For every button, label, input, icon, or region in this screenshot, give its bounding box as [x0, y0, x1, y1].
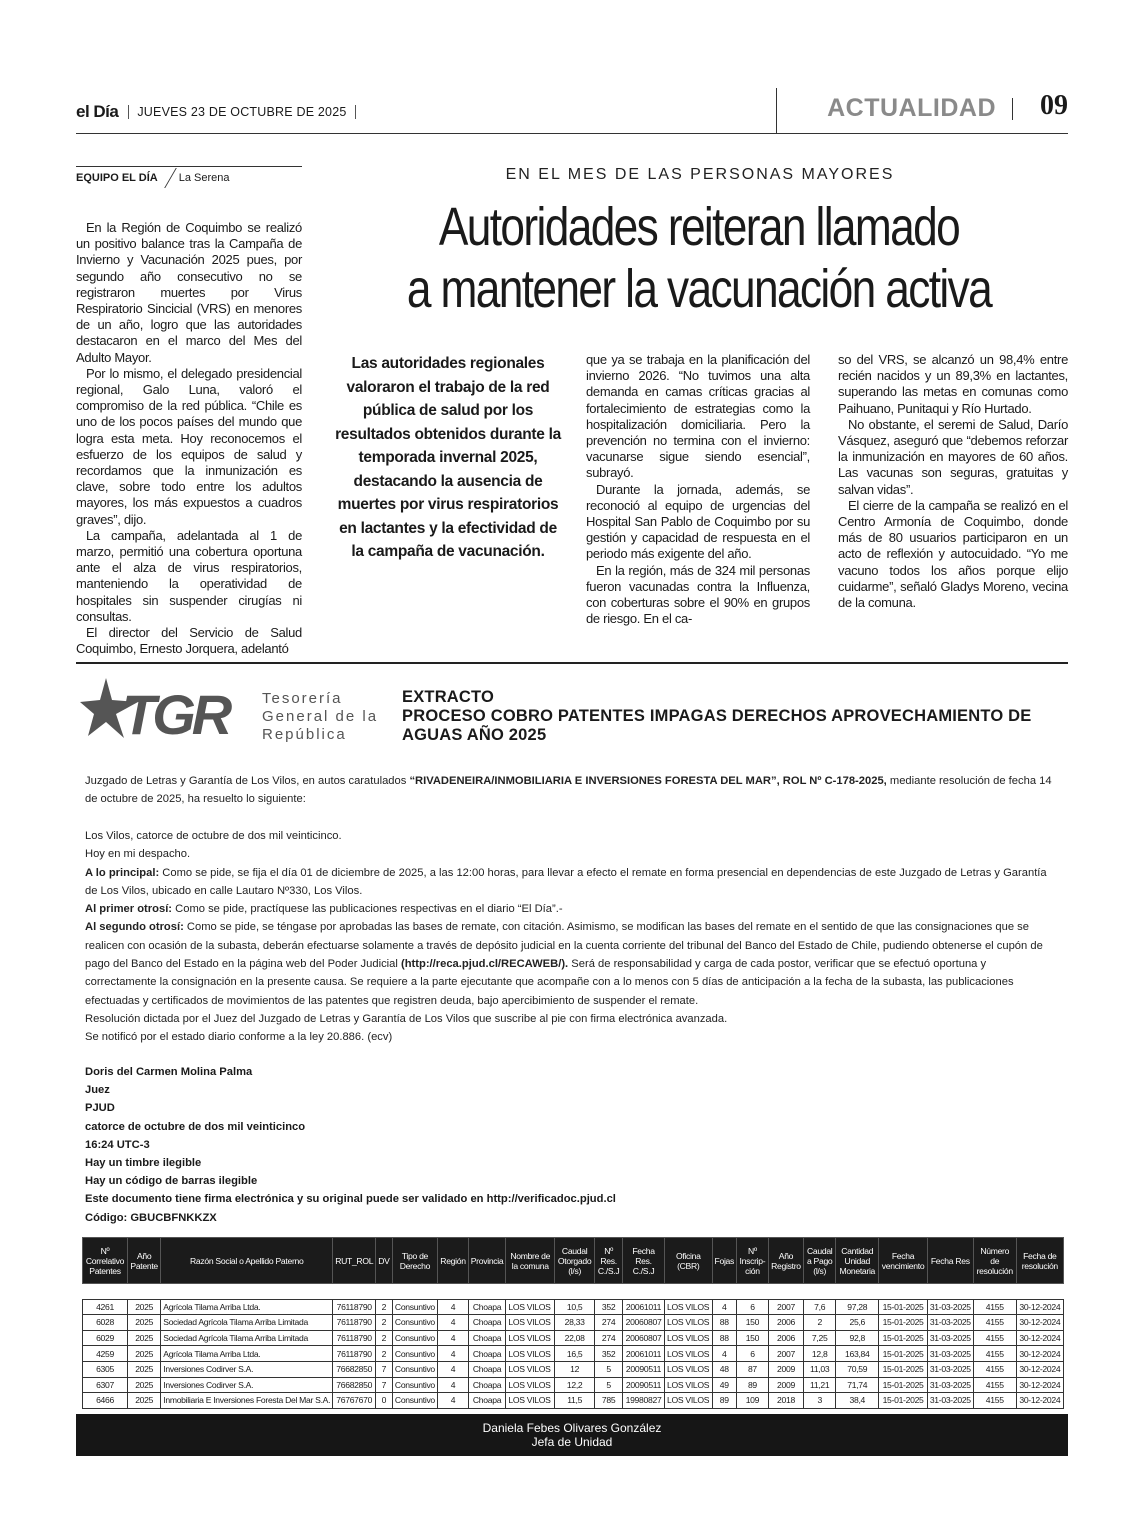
- notice-line: Se notificó por el estado diario conforme a la ley 20.886. (ecv): [85, 1031, 393, 1044]
- notice-link[interactable]: (http://reca.pjud.cl/RECAWEB/).: [400, 958, 569, 971]
- notice-text: Será de responsabilidad y carga de cada postor, verificar que se efectuó oportuna y correctamente la consignación en la presente causa. Se requiere a la parte ejecutante que acompañe con a lo menos con 5 días de anticipación a la fecha de la subasta, las publicaciones efectuadas y certificados de movimientos de las patentes que registren deuda, bajo apercibimiento de suspender el remate.: [85, 958, 1014, 1007]
- article-column-1: [76, 220, 302, 657]
- patents-table: [82, 1237, 1064, 1409]
- table-cell: LOS VILOS: [665, 1299, 712, 1315]
- table-cell: 109: [737, 1393, 769, 1409]
- column-header: Fecha vencimiento: [879, 1238, 928, 1284]
- article-lead: Las autoridades regionales valoraron el trabajo de la red pública de salud por los resultados obtenidos durante la temporada invernal 2025, destacando la ausencia de muertes por virus respiratorios en lactantes y la efectividad de la campaña de vacunación.: [335, 355, 561, 560]
- table-body: [83, 1284, 1064, 1409]
- table-cell: Choapa: [468, 1330, 506, 1346]
- table-cell: 30-12-2024: [1016, 1330, 1063, 1346]
- table-cell: LOS VILOS: [506, 1330, 555, 1346]
- notice-label: Al segundo otrosí:: [85, 921, 184, 934]
- table-cell: Sociedad Agrícola Tilama Arriba Limitada: [161, 1330, 333, 1346]
- table-cell: 6: [737, 1299, 769, 1315]
- newspaper-logo: el Día: [76, 102, 119, 121]
- column-header: Fojas: [712, 1238, 737, 1284]
- table-cell: 352: [595, 1299, 623, 1315]
- column-header: Caudal a Pago (l/s): [804, 1238, 836, 1284]
- paragraph: Por lo mismo, el delegado presidencial regional, Galo Luna, valoró el compromiso de la red pública. “Chile es uno de los pocos países del mundo que logra esta meta. Hoy reconocemos el esfuerzo de los equipos de salud y recordamos que la inmunización es clave, sobre todo entre los adultos mayores, los más expuestos a cuadros graves”, dijo.: [76, 365, 302, 527]
- table-cell: Consuntivo: [392, 1346, 438, 1362]
- sign-line: Este documento tiene firma electrónica y su original puede ser validado en http://verificadoc.pjud.cl: [85, 1193, 616, 1206]
- paragraph: En la Región de Coquimbo se realizó un positivo balance tras la Campaña de Invierno y Vacunación 2025 pues, por segundo año consecutivo no se registraron muertes por Virus Respiratorio Sincicial (VRS) en menores de un año, logro que las autoridades destacaron en el marco del Mes del Adulto Mayor.: [76, 220, 302, 365]
- sign-line: Código: GBUCBFNKKZX: [85, 1211, 217, 1224]
- column-header: Oficina (CBR): [665, 1238, 712, 1284]
- tgr-logo: [80, 676, 390, 748]
- table-cell: 2025: [128, 1346, 161, 1362]
- paragraph: so del VRS, se alcanzó un 98,4% entre recién nacidos y un 89,3% en lactantes, superando las metas en comunas como Paihuano, Punitaqui y Río Hurtado.: [838, 352, 1068, 416]
- table-row: [83, 1330, 1064, 1346]
- notice-text: Como se pide, practíquese las publicaciones respectivas en el diario “El Día”.-: [172, 903, 563, 916]
- table-cell: 5: [595, 1361, 623, 1377]
- table-cell: 48: [712, 1361, 737, 1377]
- table-cell: LOS VILOS: [506, 1377, 555, 1393]
- notice-title-2: PROCESO COBRO PATENTES IMPAGAS DERECHOS APROVECHAMIENTO DE AGUAS AÑO 2025: [402, 707, 1032, 744]
- table-cell: 89: [712, 1393, 737, 1409]
- table-cell: 15-01-2025: [879, 1346, 928, 1362]
- paragraph: El director del Servicio de Salud Coquimbo, Ernesto Jorquera, adelantó: [76, 625, 302, 657]
- table-cell: 49: [712, 1377, 737, 1393]
- table-cell: 2025: [128, 1393, 161, 1409]
- sign-line: Juez: [85, 1084, 110, 1097]
- table-cell: Choapa: [468, 1299, 506, 1315]
- table-cell: 30-12-2024: [1016, 1315, 1063, 1331]
- column-header: Provincia: [468, 1238, 506, 1284]
- table-cell: 30-12-2024: [1016, 1361, 1063, 1377]
- headline-line-1: Autoridades reiteran llamado: [438, 197, 960, 257]
- table-cell: 2009: [768, 1361, 803, 1377]
- table-cell: 2018: [768, 1393, 803, 1409]
- tgr-org-name: [262, 690, 378, 744]
- byline-city: La Serena: [178, 171, 230, 184]
- page-header: [76, 88, 1068, 134]
- column-header: Fecha Res. C./S.J: [623, 1238, 665, 1284]
- table-cell: 4155: [973, 1330, 1016, 1346]
- table-cell: LOS VILOS: [665, 1361, 712, 1377]
- notice-label: A lo principal:: [85, 866, 160, 879]
- table-cell: 2006: [768, 1315, 803, 1331]
- issue-date: JUEVES 23 DE OCTUBRE DE 2025: [128, 105, 355, 119]
- table-cell: 15-01-2025: [879, 1393, 928, 1409]
- column-header: Año Patente: [128, 1238, 161, 1284]
- notice-text: Como se pide, se fija el día 01 de diciembre de 2025, a las 12:00 horas, para llevar a efecto el remate en forma presencial en dependencias de este Juzgado de Letras y Garantía de Los Vilos, ubicado en calle Lautaro Nº330, Los Vilos.: [85, 866, 1047, 897]
- table-cell: 4155: [973, 1393, 1016, 1409]
- table-cell: 10,5: [555, 1299, 595, 1315]
- table-cell: 2007: [768, 1346, 803, 1362]
- notice-body: [85, 827, 1055, 1047]
- table-cell: 274: [595, 1330, 623, 1346]
- table-cell: 6028: [83, 1315, 128, 1331]
- table-cell: 11,03: [804, 1361, 836, 1377]
- notice-line: [85, 918, 1055, 1009]
- table-cell: 16,5: [555, 1346, 595, 1362]
- table-cell: 4261: [83, 1299, 128, 1315]
- column-header: Nombre de la comuna: [506, 1238, 555, 1284]
- table-cell: 15-01-2025: [879, 1377, 928, 1393]
- table-cell: LOS VILOS: [506, 1346, 555, 1362]
- table-cell: 4: [438, 1315, 468, 1331]
- table-cell: 92,8: [836, 1330, 879, 1346]
- table-row: [83, 1393, 1064, 1409]
- table-cell: 4: [438, 1330, 468, 1346]
- table-cell: 19980827: [623, 1393, 665, 1409]
- org-line: General de la: [262, 708, 379, 725]
- table-cell: 20090511: [623, 1361, 665, 1377]
- table-cell: 7: [376, 1361, 392, 1377]
- table-cell: Inversiones Codirver S.A.: [161, 1361, 333, 1377]
- table-cell: 31-03-2025: [927, 1299, 973, 1315]
- notice-line: Resolución dictada por el Juez del Juzgado de Letras y Garantía de Los Vilos que suscribe al pie con firma electrónica avanzada.: [85, 1012, 728, 1025]
- table-cell: Choapa: [468, 1361, 506, 1377]
- article-column-4: [838, 352, 1068, 611]
- table-cell: Consuntivo: [392, 1377, 438, 1393]
- table-cell: Consuntivo: [392, 1393, 438, 1409]
- notice-intro: [85, 772, 1055, 809]
- column-header: Año Registro: [768, 1238, 803, 1284]
- table-cell: 2007: [768, 1299, 803, 1315]
- table-cell: Inmobiliaria E Inversiones Foresta Del Mar S.A.: [161, 1393, 333, 1409]
- notice-line: [85, 900, 1055, 918]
- header-left: [76, 102, 356, 122]
- signature-block: [85, 1063, 616, 1227]
- table-cell: Consuntivo: [392, 1361, 438, 1377]
- table-cell: 7,25: [804, 1330, 836, 1346]
- table-cell: 5: [595, 1377, 623, 1393]
- table-cell: 2009: [768, 1377, 803, 1393]
- table-cell: 4155: [973, 1315, 1016, 1331]
- headline-line-2: a mantener la vacunación activa: [406, 259, 992, 319]
- sign-line: PJUD: [85, 1102, 115, 1115]
- table-cell: 15-01-2025: [879, 1315, 928, 1331]
- org-line: República: [262, 726, 347, 743]
- table-cell: 7: [376, 1377, 392, 1393]
- table-row: [83, 1361, 1064, 1377]
- article-column-3: [586, 352, 810, 627]
- column-header: Cantidad Unidad Monetaria: [836, 1238, 879, 1284]
- column-header: Fecha de resolución: [1016, 1238, 1063, 1284]
- case-name: “RIVADENEIRA/INMOBILIARIA E INVERSIONES FORESTA DEL MAR”, ROL Nº C-178-2025,: [409, 775, 887, 787]
- footer-signature: [76, 1414, 1068, 1456]
- table-row: [83, 1346, 1064, 1362]
- table-cell: LOS VILOS: [665, 1315, 712, 1331]
- table-cell: 0: [376, 1393, 392, 1409]
- header-pipe: [1012, 98, 1013, 120]
- table-cell: 76682850: [333, 1361, 376, 1377]
- sign-line: Doris del Carmen Molina Palma: [85, 1066, 253, 1078]
- column-header: RUT_ROL: [333, 1238, 376, 1284]
- column-header: Nº Inscrip-ción: [737, 1238, 769, 1284]
- sign-line: Hay un código de barras ilegible: [85, 1175, 258, 1188]
- intro-text: Juzgado de Letras y Garantía de Los Vilos, en autos caratulados: [85, 775, 410, 787]
- table-cell: Agrícola Tilama Arriba Ltda.: [161, 1346, 333, 1362]
- notice-line: Los Vilos, catorce de octubre de dos mil veinticinco.: [85, 830, 342, 842]
- article-kicker: EN EL MES DE LAS PERSONAS MAYORES: [505, 166, 895, 183]
- table-cell: 4155: [973, 1361, 1016, 1377]
- table-cell: Inversiones Codirver S.A.: [161, 1377, 333, 1393]
- table-cell: 4: [438, 1299, 468, 1315]
- table-cell: Agrícola Tilama Arriba Ltda.: [161, 1299, 333, 1315]
- table-cell: 163,84: [836, 1346, 879, 1362]
- table-cell: 4155: [973, 1299, 1016, 1315]
- table-cell: 4: [712, 1346, 737, 1362]
- table-cell: 150: [737, 1330, 769, 1346]
- table-cell: 38,4: [836, 1393, 879, 1409]
- sign-line: Hay un timbre ilegible: [85, 1157, 202, 1170]
- table-cell: 2: [376, 1346, 392, 1362]
- table-cell: LOS VILOS: [665, 1377, 712, 1393]
- table-cell: 4: [438, 1346, 468, 1362]
- column-header: Nº Res. C./S.J: [595, 1238, 623, 1284]
- sign-line: catorce de octubre de dos mil veinticinco: [85, 1120, 306, 1133]
- table-cell: LOS VILOS: [506, 1315, 555, 1331]
- table-cell: 88: [712, 1315, 737, 1331]
- table-cell: Choapa: [468, 1315, 506, 1331]
- table-cell: 76118790: [333, 1330, 376, 1346]
- table-cell: 2025: [128, 1361, 161, 1377]
- table-cell: 76118790: [333, 1315, 376, 1331]
- tgr-letters: TGR: [122, 683, 229, 746]
- table-cell: 20060807: [623, 1330, 665, 1346]
- byline-team: EQUIPO EL DÍA: [76, 171, 158, 184]
- table-cell: LOS VILOS: [665, 1346, 712, 1362]
- table-cell: 31-03-2025: [927, 1346, 973, 1362]
- table-cell: 20090511: [623, 1377, 665, 1393]
- column-header: Número de resolución: [973, 1238, 1016, 1284]
- footer-name: Daniela Febes Olivares González: [482, 1421, 662, 1435]
- table-cell: 2: [804, 1315, 836, 1331]
- table-cell: 7,6: [804, 1299, 836, 1315]
- org-line: Tesorería: [262, 690, 343, 707]
- table-cell: 15-01-2025: [879, 1330, 928, 1346]
- table-cell: 6466: [83, 1393, 128, 1409]
- table-cell: 70,59: [836, 1361, 879, 1377]
- table-cell: 30-12-2024: [1016, 1377, 1063, 1393]
- table-cell: 30-12-2024: [1016, 1393, 1063, 1409]
- table-cell: 2: [376, 1299, 392, 1315]
- table-cell: Choapa: [468, 1393, 506, 1409]
- table-cell: 76118790: [333, 1299, 376, 1315]
- table-row: [83, 1377, 1064, 1393]
- table-cell: 89: [737, 1377, 769, 1393]
- table-cell: 6305: [83, 1361, 128, 1377]
- paragraph: La campaña, adelantada al 1 de marzo, permitió una cobertura oportuna ante el alza de virus respiratorios, manteniendo la operatividad de hospitales sin suspender cirugías ni consultas.: [76, 527, 302, 624]
- paragraph: que ya se trabaja en la planificación del invierno 2026. “No tuvimos una alta demanda en camas críticas gracias al fortalecimiento de estrategias como la hospitalización domiciliaria. Pero la prevención no termina con el invierno: vacunarse sigue siendo esencial”, subrayó.: [586, 352, 810, 481]
- table-cell: 785: [595, 1393, 623, 1409]
- table-cell: Consuntivo: [392, 1330, 438, 1346]
- column-header: Tipo de Derecho: [392, 1238, 438, 1284]
- table-cell: LOS VILOS: [506, 1361, 555, 1377]
- table-cell: 87: [737, 1361, 769, 1377]
- sign-line: 16:24 UTC-3: [85, 1138, 150, 1151]
- table-cell: 20061011: [623, 1346, 665, 1362]
- table-cell: 31-03-2025: [927, 1393, 973, 1409]
- table-cell: 31-03-2025: [927, 1315, 973, 1331]
- table-cell: 4155: [973, 1346, 1016, 1362]
- table-cell: 20061011: [623, 1299, 665, 1315]
- table-cell: LOS VILOS: [665, 1393, 712, 1409]
- table-cell: 30-12-2024: [1016, 1346, 1063, 1362]
- table-cell: LOS VILOS: [506, 1299, 555, 1315]
- column-header: Fecha Res: [927, 1238, 973, 1284]
- spacer-row: [83, 1284, 1064, 1300]
- table-cell: 4: [438, 1393, 468, 1409]
- column-header: Región: [438, 1238, 468, 1284]
- byline: [76, 166, 302, 188]
- table-cell: 4: [712, 1299, 737, 1315]
- page-number: 09: [1040, 90, 1068, 121]
- table-cell: 31-03-2025: [927, 1361, 973, 1377]
- column-header: Caudal Otorgado (l/s): [555, 1238, 595, 1284]
- table-cell: 4155: [973, 1377, 1016, 1393]
- table-cell: LOS VILOS: [665, 1330, 712, 1346]
- table-cell: 12,8: [804, 1346, 836, 1362]
- table-cell: 274: [595, 1315, 623, 1331]
- article-headline: [396, 196, 1001, 320]
- table-cell: 71,74: [836, 1377, 879, 1393]
- table-cell: 4: [438, 1377, 468, 1393]
- table-cell: 4: [438, 1361, 468, 1377]
- table-row: [83, 1299, 1064, 1315]
- table-cell: 3: [804, 1393, 836, 1409]
- paragraph: El cierre de la campaña se realizó en el Centro Armonía de Coquimbo, donde más de 80 usuarios participaron en un acto de reflexión y autocuidado. “Yo me vacuno todos los años porque elijo cuidarme”, señaló Gladys Moreno, vecina de la comuna.: [838, 497, 1068, 611]
- notice-line: [85, 864, 1055, 901]
- paragraph: En la región, más de 324 mil personas fueron vacunadas contra la Influenza, con coberturas sobre el 90% en grupos de riesgo. En el ca-: [586, 562, 810, 627]
- section-divider: [76, 662, 1068, 664]
- column-header: DV: [376, 1238, 392, 1284]
- table-cell: 15-01-2025: [879, 1299, 928, 1315]
- table-cell: 2025: [128, 1377, 161, 1393]
- table-cell: 25,6: [836, 1315, 879, 1331]
- table-cell: 28,33: [555, 1315, 595, 1331]
- table-cell: 15-01-2025: [879, 1361, 928, 1377]
- table-cell: 76682850: [333, 1377, 376, 1393]
- table-row: [83, 1315, 1064, 1331]
- table-cell: 150: [737, 1315, 769, 1331]
- table-cell: 2025: [128, 1299, 161, 1315]
- table-header: [83, 1238, 1064, 1284]
- notice-line: Hoy en mi despacho.: [85, 848, 191, 861]
- table-cell: 4259: [83, 1346, 128, 1362]
- table-cell: 6: [737, 1346, 769, 1362]
- table-cell: 2025: [128, 1315, 161, 1331]
- column-header: Nº Correlativo Patentes: [83, 1238, 128, 1284]
- table-cell: 11,5: [555, 1393, 595, 1409]
- table-cell: Choapa: [468, 1377, 506, 1393]
- table-cell: 352: [595, 1346, 623, 1362]
- notice-text: Como se pide, se téngase por aprobadas las bases de remate, con citación. Asimismo, se modifican las bases del remate en el sentido de que las consignaciones que se realicen con ocasión de la subasta, deberán efectuarse solamente a través de depósito judicial en la cuenta corriente del tribunal del Banco del Estado de Chile, pudiendo obtenerse el cupón de pago del Banco del Estado en la página web del Poder Judicial: [85, 921, 1043, 971]
- footer-role: Jefa de Unidad: [531, 1435, 613, 1449]
- table-cell: 6029: [83, 1330, 128, 1346]
- notice-title: [402, 688, 1068, 745]
- table-cell: 20060807: [623, 1315, 665, 1331]
- table-cell: 2: [376, 1330, 392, 1346]
- table-cell: 12,2: [555, 1377, 595, 1393]
- table-cell: 12: [555, 1361, 595, 1377]
- table-cell: 11,21: [804, 1377, 836, 1393]
- table-cell: 2025: [128, 1330, 161, 1346]
- table-cell: 76767670: [333, 1393, 376, 1409]
- table-cell: 6307: [83, 1377, 128, 1393]
- section-name: ACTUALIDAD: [827, 94, 996, 122]
- table-cell: Sociedad Agrícola Tilama Arriba Limitada: [161, 1315, 333, 1331]
- table-cell: 88: [712, 1330, 737, 1346]
- column-header: Razón Social o Apellido Paterno: [161, 1238, 333, 1284]
- table-cell: Consuntivo: [392, 1315, 438, 1331]
- table-cell: 97,28: [836, 1299, 879, 1315]
- table-cell: 31-03-2025: [927, 1330, 973, 1346]
- table-cell: 22,08: [555, 1330, 595, 1346]
- notice-title-1: EXTRACTO: [402, 688, 495, 706]
- table-cell: 2006: [768, 1330, 803, 1346]
- header-divider: [776, 88, 777, 134]
- table-cell: 30-12-2024: [1016, 1299, 1063, 1315]
- table-cell: Consuntivo: [392, 1299, 438, 1315]
- table-cell: 31-03-2025: [927, 1377, 973, 1393]
- intro-text: mediante resolución de fecha 14 de octubre de 2025, ha resuelto lo siguiente:: [85, 775, 1052, 806]
- table-cell: 2: [376, 1315, 392, 1331]
- table-cell: 76118790: [333, 1346, 376, 1362]
- notice-label: Al primer otrosí:: [85, 903, 173, 916]
- paragraph: Durante la jornada, además, se reconoció al equipo de urgencias del Hospital San Pablo de Coquimbo por su gestión y capacidad de respuesta en el periodo más exigente del año.: [586, 481, 810, 562]
- paragraph: No obstante, el seremi de Salud, Darío Vásquez, aseguró que “debemos reforzar la inmunización en mayores de 60 años. Las vacunas son seguras, gratuitas y salvan vidas”.: [838, 416, 1068, 497]
- table-cell: LOS VILOS: [506, 1393, 555, 1409]
- table-cell: Choapa: [468, 1346, 506, 1362]
